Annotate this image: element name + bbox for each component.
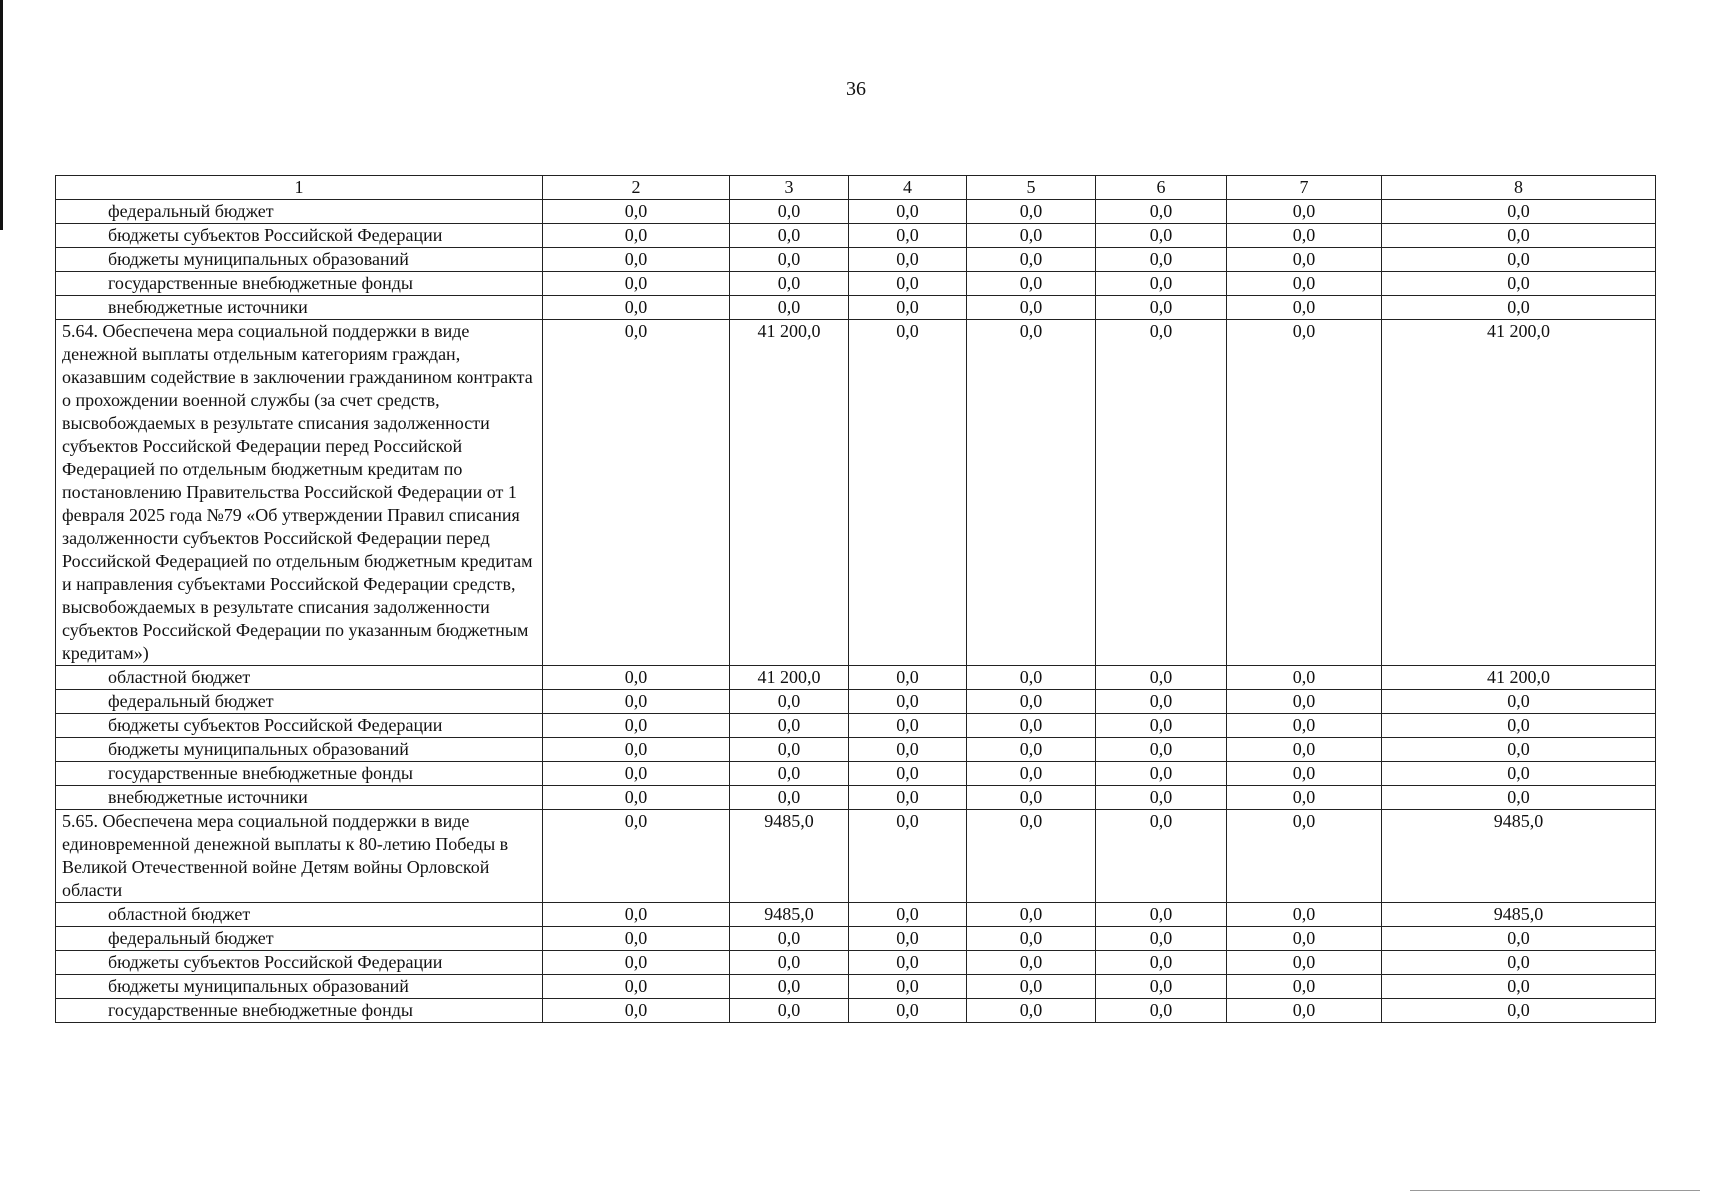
value-cell: 0,0: [543, 999, 730, 1023]
value-cell: 0,0: [543, 690, 730, 714]
value-cell: 0,0: [849, 690, 967, 714]
column-header: 1: [56, 176, 543, 200]
value-cell: 0,0: [730, 927, 849, 951]
value-cell: 0,0: [849, 903, 967, 927]
table-row: [56, 810, 1656, 903]
value-cell: 0,0: [1096, 903, 1227, 927]
value-cell: 0,0: [967, 975, 1096, 999]
value-cell: 0,0: [543, 272, 730, 296]
value-cell: 41 200,0: [1382, 320, 1656, 666]
value-cell: 0,0: [1096, 951, 1227, 975]
table-row: [56, 975, 1656, 999]
column-header: 4: [849, 176, 967, 200]
value-cell: 0,0: [1227, 927, 1382, 951]
value-cell: 0,0: [1096, 786, 1227, 810]
column-header: 6: [1096, 176, 1227, 200]
scan-edge-line: [0, 0, 3, 230]
table-row: [56, 762, 1656, 786]
value-cell: 0,0: [1382, 690, 1656, 714]
value-cell: 0,0: [730, 224, 849, 248]
value-cell: 9485,0: [1382, 810, 1656, 903]
value-cell: 0,0: [730, 975, 849, 999]
value-cell: 0,0: [967, 248, 1096, 272]
value-cell: 0,0: [543, 927, 730, 951]
value-cell: 0,0: [1382, 999, 1656, 1023]
value-cell: 0,0: [849, 810, 967, 903]
table-row: [56, 272, 1656, 296]
value-cell: 0,0: [1382, 272, 1656, 296]
funding-source-label: внебюджетные источники: [56, 786, 543, 810]
value-cell: 0,0: [730, 272, 849, 296]
value-cell: 0,0: [967, 296, 1096, 320]
value-cell: 0,0: [1382, 927, 1656, 951]
value-cell: 0,0: [849, 738, 967, 762]
measure-description: 5.64. Обеспечена мера социальной поддержки в виде денежной выплаты отдельным категориям граждан, оказавшим содействие в заключении гражданином контракта о прохождении военной службы (за счет средств, высвобождаемых в результате списания задолженности субъектов Российской Федерации перед Российской Федерацией по отдельным бюджетным кредитам по постановлению Правительства Российской Федерации от 1 февраля 2025 года №79 «Об утверждении Правил списания задолженности субъектов Российской Федерации перед Российской Федерацией по отдельным бюджетным кредитам и направления субъектами Российской Федерации средств, высвобождаемых в результате списания задолженности субъектов Российской Федерации по указанным бюджетным кредитам»): [56, 320, 543, 666]
value-cell: 0,0: [1382, 762, 1656, 786]
table-body: [56, 200, 1656, 1023]
funding-source-label: государственные внебюджетные фонды: [56, 999, 543, 1023]
value-cell: 0,0: [1227, 666, 1382, 690]
budget-table: [55, 175, 1656, 1023]
value-cell: 0,0: [1096, 714, 1227, 738]
column-header: 7: [1227, 176, 1382, 200]
value-cell: 0,0: [849, 927, 967, 951]
value-cell: 0,0: [1382, 738, 1656, 762]
column-header: 5: [967, 176, 1096, 200]
value-cell: 0,0: [1096, 999, 1227, 1023]
value-cell: 0,0: [730, 999, 849, 1023]
value-cell: 0,0: [849, 762, 967, 786]
page-number: 36: [846, 78, 866, 100]
funding-source-label: федеральный бюджет: [56, 690, 543, 714]
value-cell: 0,0: [543, 810, 730, 903]
value-cell: 0,0: [1096, 666, 1227, 690]
value-cell: 0,0: [730, 786, 849, 810]
column-header: 2: [543, 176, 730, 200]
table-row: [56, 200, 1656, 224]
value-cell: 0,0: [1227, 999, 1382, 1023]
value-cell: 0,0: [543, 224, 730, 248]
value-cell: 41 200,0: [730, 666, 849, 690]
funding-source-label: бюджеты субъектов Российской Федерации: [56, 714, 543, 738]
value-cell: 0,0: [1227, 951, 1382, 975]
value-cell: 0,0: [543, 951, 730, 975]
value-cell: 0,0: [1096, 927, 1227, 951]
value-cell: 0,0: [1382, 224, 1656, 248]
value-cell: 0,0: [967, 690, 1096, 714]
value-cell: 0,0: [1096, 224, 1227, 248]
value-cell: 0,0: [967, 320, 1096, 666]
value-cell: 0,0: [1382, 951, 1656, 975]
value-cell: 0,0: [1227, 903, 1382, 927]
measure-description: 5.65. Обеспечена мера социальной поддержки в виде единовременной денежной выплаты к 80-летию Победы в Великой Отечественной войне Детям войны Орловской области: [56, 810, 543, 903]
value-cell: 0,0: [1227, 200, 1382, 224]
value-cell: 0,0: [849, 786, 967, 810]
value-cell: 0,0: [1382, 786, 1656, 810]
value-cell: 0,0: [1096, 296, 1227, 320]
value-cell: 0,0: [543, 248, 730, 272]
funding-source-label: бюджеты муниципальных образований: [56, 248, 543, 272]
funding-source-label: бюджеты субъектов Российской Федерации: [56, 224, 543, 248]
column-header: 3: [730, 176, 849, 200]
value-cell: 0,0: [1227, 224, 1382, 248]
table-row: [56, 224, 1656, 248]
value-cell: 0,0: [1227, 320, 1382, 666]
value-cell: 0,0: [1227, 248, 1382, 272]
value-cell: 0,0: [967, 810, 1096, 903]
value-cell: 0,0: [730, 738, 849, 762]
value-cell: 0,0: [849, 975, 967, 999]
value-cell: 0,0: [1227, 272, 1382, 296]
value-cell: 0,0: [967, 786, 1096, 810]
value-cell: 0,0: [730, 762, 849, 786]
value-cell: 0,0: [730, 248, 849, 272]
value-cell: 0,0: [1382, 200, 1656, 224]
value-cell: 0,0: [849, 248, 967, 272]
value-cell: 0,0: [1227, 975, 1382, 999]
value-cell: 0,0: [967, 927, 1096, 951]
value-cell: 41 200,0: [730, 320, 849, 666]
value-cell: 0,0: [730, 200, 849, 224]
value-cell: 0,0: [1227, 738, 1382, 762]
value-cell: 0,0: [730, 951, 849, 975]
table-row: [56, 248, 1656, 272]
value-cell: 0,0: [967, 951, 1096, 975]
value-cell: 0,0: [543, 200, 730, 224]
value-cell: 0,0: [543, 320, 730, 666]
value-cell: 0,0: [543, 903, 730, 927]
value-cell: 0,0: [1227, 296, 1382, 320]
value-cell: 0,0: [1096, 200, 1227, 224]
funding-source-label: областной бюджет: [56, 666, 543, 690]
table-row: [56, 927, 1656, 951]
value-cell: 0,0: [543, 738, 730, 762]
value-cell: 0,0: [1227, 810, 1382, 903]
value-cell: 0,0: [543, 786, 730, 810]
value-cell: 0,0: [1227, 690, 1382, 714]
value-cell: 0,0: [543, 666, 730, 690]
value-cell: 0,0: [1096, 975, 1227, 999]
value-cell: 0,0: [967, 999, 1096, 1023]
value-cell: 0,0: [849, 320, 967, 666]
value-cell: 0,0: [1227, 762, 1382, 786]
funding-source-label: внебюджетные источники: [56, 296, 543, 320]
value-cell: 0,0: [967, 666, 1096, 690]
value-cell: 0,0: [967, 714, 1096, 738]
value-cell: 0,0: [967, 903, 1096, 927]
funding-source-label: бюджеты субъектов Российской Федерации: [56, 951, 543, 975]
value-cell: 0,0: [967, 762, 1096, 786]
value-cell: 0,0: [849, 714, 967, 738]
value-cell: 0,0: [849, 296, 967, 320]
value-cell: 0,0: [543, 714, 730, 738]
value-cell: 0,0: [730, 690, 849, 714]
value-cell: 0,0: [967, 200, 1096, 224]
funding-source-label: бюджеты муниципальных образований: [56, 975, 543, 999]
table-row: [56, 296, 1656, 320]
table-row: [56, 738, 1656, 762]
header-row: [56, 176, 1656, 200]
table-row: [56, 951, 1656, 975]
funding-source-label: федеральный бюджет: [56, 927, 543, 951]
value-cell: 0,0: [967, 738, 1096, 762]
value-cell: 0,0: [1382, 248, 1656, 272]
value-cell: 0,0: [1227, 786, 1382, 810]
value-cell: 0,0: [1382, 975, 1656, 999]
value-cell: 41 200,0: [1382, 666, 1656, 690]
value-cell: 0,0: [543, 296, 730, 320]
value-cell: 0,0: [1096, 248, 1227, 272]
table-row: [56, 690, 1656, 714]
funding-source-label: областной бюджет: [56, 903, 543, 927]
value-cell: 0,0: [1096, 762, 1227, 786]
value-cell: 0,0: [849, 272, 967, 296]
table-row: [56, 714, 1656, 738]
value-cell: 0,0: [849, 666, 967, 690]
table-row: [56, 320, 1656, 666]
value-cell: 0,0: [730, 296, 849, 320]
value-cell: 0,0: [1096, 690, 1227, 714]
value-cell: 0,0: [1096, 272, 1227, 296]
value-cell: 0,0: [967, 272, 1096, 296]
funding-source-label: государственные внебюджетные фонды: [56, 272, 543, 296]
scan-artifact-line: [1410, 1190, 1700, 1191]
column-header: 8: [1382, 176, 1656, 200]
value-cell: 0,0: [849, 951, 967, 975]
value-cell: 0,0: [1096, 810, 1227, 903]
value-cell: 0,0: [849, 999, 967, 1023]
value-cell: 0,0: [1382, 296, 1656, 320]
table-row: [56, 786, 1656, 810]
funding-source-label: бюджеты муниципальных образований: [56, 738, 543, 762]
value-cell: 0,0: [1096, 320, 1227, 666]
funding-source-label: федеральный бюджет: [56, 200, 543, 224]
table-row: [56, 903, 1656, 927]
value-cell: 9485,0: [730, 810, 849, 903]
value-cell: 0,0: [543, 975, 730, 999]
value-cell: 0,0: [730, 714, 849, 738]
value-cell: 0,0: [1382, 714, 1656, 738]
value-cell: 9485,0: [1382, 903, 1656, 927]
table-row: [56, 999, 1656, 1023]
value-cell: 0,0: [849, 224, 967, 248]
table-row: [56, 666, 1656, 690]
funding-source-label: государственные внебюджетные фонды: [56, 762, 543, 786]
value-cell: 0,0: [543, 762, 730, 786]
value-cell: 9485,0: [730, 903, 849, 927]
value-cell: 0,0: [967, 224, 1096, 248]
value-cell: 0,0: [1227, 714, 1382, 738]
value-cell: 0,0: [1096, 738, 1227, 762]
value-cell: 0,0: [849, 200, 967, 224]
